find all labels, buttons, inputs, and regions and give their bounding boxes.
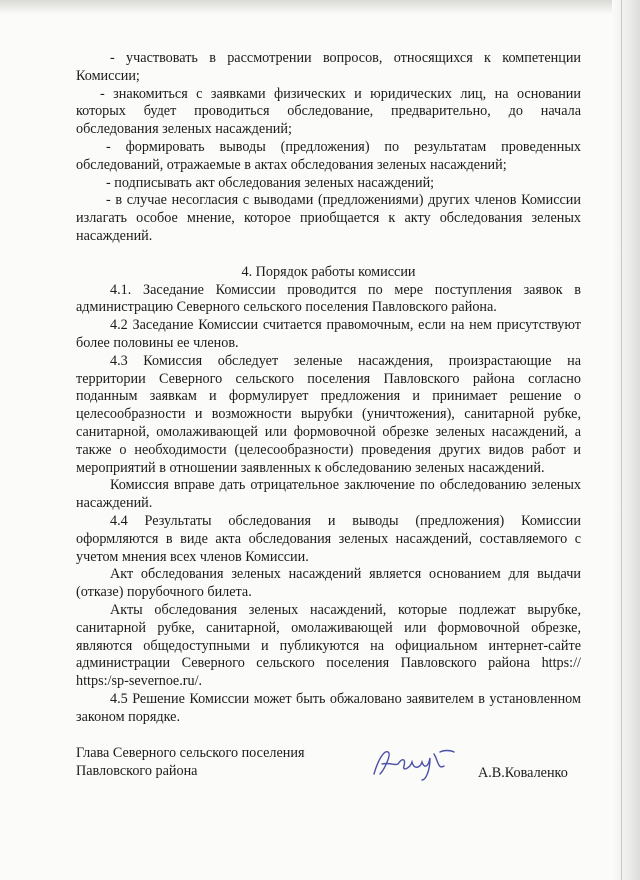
paragraph-4-5: 4.5 Решение Комиссии может быть обжаловано заявителем в установленном законом порядке.: [76, 690, 581, 725]
signatory-position: [76, 744, 304, 780]
paragraph-4-1: 4.1. Заседание Комиссии проводится по мере поступления заявок в администрацию Северного сельского поселения Павловского района.: [76, 281, 581, 316]
bullet-item: - формировать выводы (предложения) по результатам проведенных обследований, отражаемые в актах обследования зеленых насаждений;: [76, 138, 581, 173]
signatory-name: А.В.Коваленко: [478, 765, 568, 781]
handwritten-signature: [368, 744, 458, 784]
bullet-item: - в случае несогласия с выводами (предложениями) других членов Комиссии излагать особое мнение, которое приобщается к акту обследования зеленых насаждений.: [76, 192, 581, 244]
paragraph-4-4: 4.4 Результаты обследования и выводы (предложения) Комиссии оформляются в виде акта обследования зеленых насаждений, составляемого с учетом мнения всех членов Комиссии.: [76, 512, 581, 565]
paragraph-negative-conclusion: Комиссия вправе дать отрицательное заключение по обследованию зеленых насаждений.: [76, 477, 581, 512]
position-line: Глава Северного сельского поселения: [76, 745, 305, 761]
paragraph-acts-public: Акты обследования зеленых насаждений, которые подлежат вырубке, санитарной рубке, санитарной, омолаживающей или формовочной обрезке, являются общедоступными и публикуются на официальном интернет-сайте администрации Северного сельского поселения Павловского района https:// https:/sp-severnoe.ru/.: [76, 601, 581, 690]
bullet-item: - участвовать в рассмотрении вопросов, относящихся к компетенции Комиссии;: [76, 50, 581, 84]
scan-edge-top: [0, 0, 640, 14]
bullet-item: - знакомиться с заявками физических и юридических лиц, на основании которых будет проводиться обследование, предварительно, до начала обследования зеленых насаждений;: [76, 85, 581, 138]
bullet-item: - подписывать акт обследования зеленых насаждений;: [106, 174, 435, 191]
document-body: [76, 50, 581, 726]
scan-edge-line: [621, 0, 622, 880]
paragraph-4-3: 4.3 Комиссия обследует зеленые насаждения, произрастающие на территории Северного сельского поселения Павловского района согласно поданным заявкам и формулирует предложения и принимает решение о целесообразности и возможности вырубки (уничтожения), санитарной рубке, санитарной, омолаживающей или формовочной обрезке зеленых насаждений, а также о необходимости (целесообразности) проведения других видов работ и мероприятий в отношении заявленных к обследованию зеленых насаждений.: [76, 352, 581, 476]
paragraph-act-basis: Акт обследования зеленых насаждений является основанием для выдачи (отказе) порубочного билета.: [76, 566, 581, 601]
scan-edge-right: [612, 0, 640, 880]
paragraph-4-2: 4.2 Заседание Комиссии считается правомочным, если на нем присутствуют более половины ее членов.: [76, 317, 581, 351]
position-line: Павловского района: [76, 763, 198, 779]
section-title: 4. Порядок работы комиссии: [241, 263, 416, 280]
